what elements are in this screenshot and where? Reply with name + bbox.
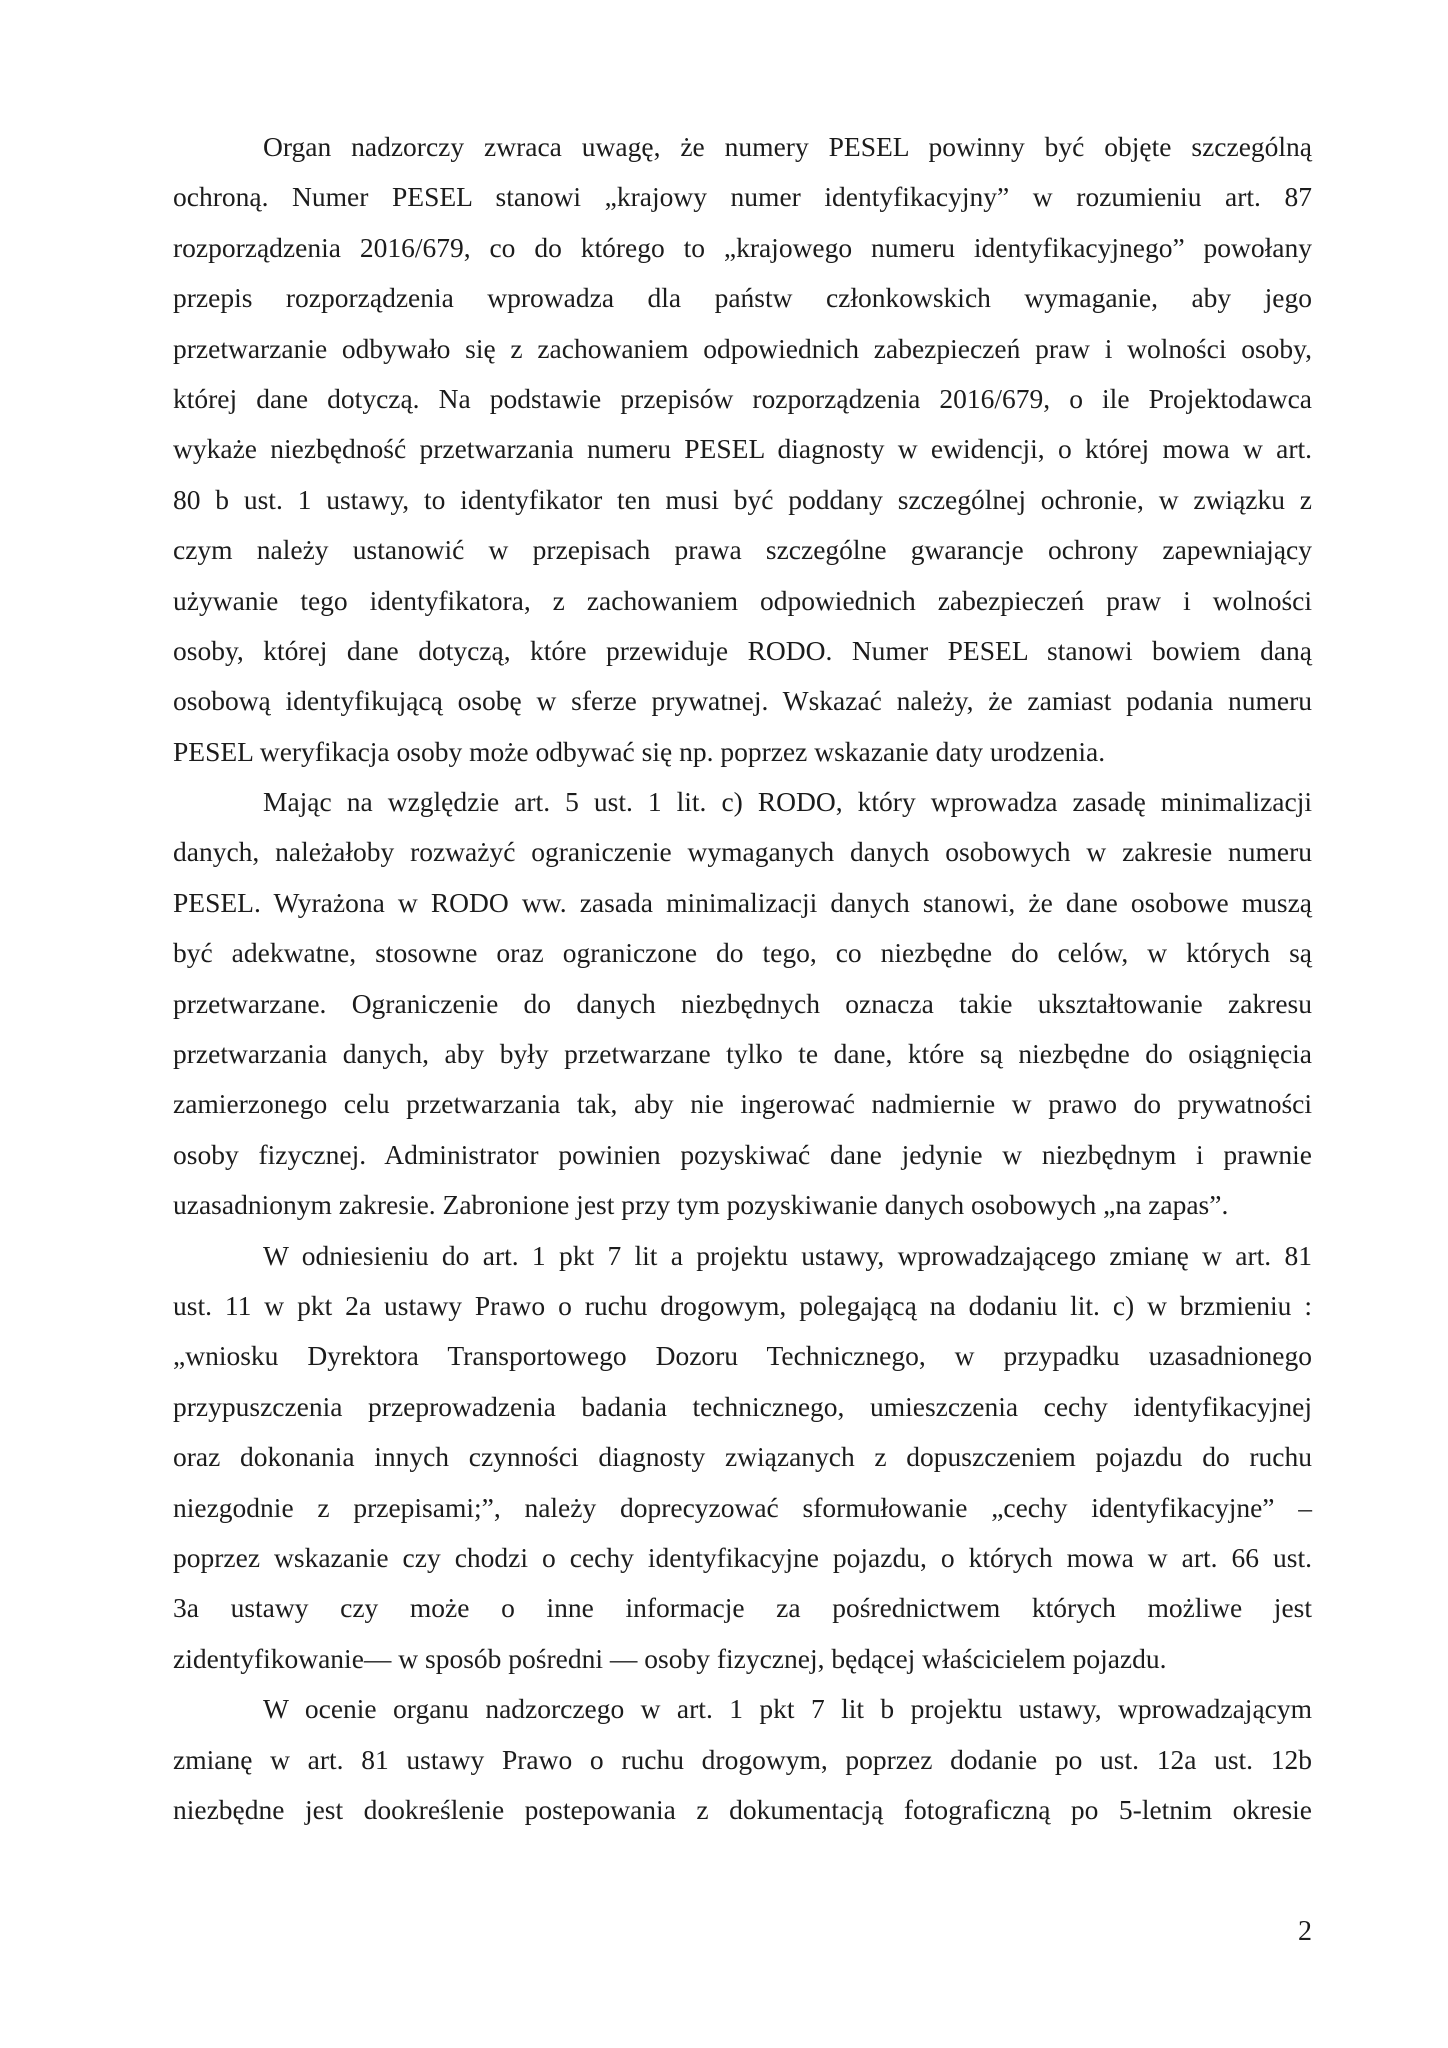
text-line: zidentyfikowanie— w sposób pośredni — osoby fizycznej, będącej właścicielem pojazdu. bbox=[173, 1642, 1167, 1674]
text-line: 3a ustawy czy może o inne informacje za pośrednictwem których możliwe jest bbox=[173, 1592, 1312, 1624]
text-line: W odniesieniu do art. 1 pkt 7 lit a projektu ustawy, wprowadzającego zmianę w art. 81 bbox=[263, 1239, 1312, 1271]
text-line: PESEL. Wyrażona w RODO ww. zasada minimalizacji danych stanowi, że dane osobowe muszą bbox=[173, 886, 1312, 918]
text-line: oraz dokonania innych czynności diagnosty związanych z dopuszczeniem pojazdu do ruchu bbox=[173, 1441, 1312, 1473]
text-line: zmianę w art. 81 ustawy Prawo o ruchu drogowym, poprzez dodanie po ust. 12a ust. 12b bbox=[173, 1743, 1312, 1775]
text-line: przetwarzanie odbywało się z zachowaniem odpowiednich zabezpieczeń praw i wolności osoby, bbox=[173, 332, 1312, 364]
text-line: niezgodnie z przepisami;”, należy doprecyzować sformułowanie „cechy identyfikacyjne” – bbox=[173, 1491, 1312, 1523]
text-line: osoby fizycznej. Administrator powinien pozyskiwać dane jedynie w niezbędnym i prawnie bbox=[173, 1138, 1312, 1170]
text-line: używanie tego identyfikatora, z zachowaniem odpowiednich zabezpieczeń praw i wolności bbox=[173, 584, 1312, 616]
text-line: uzasadnionym zakresie. Zabronione jest przy tym pozyskiwanie danych osobowych „na zapas”. bbox=[173, 1189, 1229, 1221]
text-line: przypuszczenia przeprowadzenia badania technicznego, umieszczenia cechy identyfikacyjnej bbox=[173, 1390, 1312, 1422]
text-line: PESEL weryfikacja osoby może odbywać się np. poprzez wskazanie daty urodzenia. bbox=[173, 735, 1106, 767]
text-line: której dane dotyczą. Na podstawie przepisów rozporządzenia 2016/679, o ile Projektodawca bbox=[173, 382, 1312, 414]
text-line: W ocenie organu nadzorczego w art. 1 pkt 7 lit b projektu ustawy, wprowadzającym bbox=[263, 1693, 1312, 1725]
body-text bbox=[173, 122, 1312, 1835]
page-number: 2 bbox=[1298, 1916, 1312, 1947]
text-line: przetwarzane. Ograniczenie do danych niezbędnych oznacza takie ukształtowanie zakresu bbox=[173, 987, 1312, 1019]
text-line: niezbędne jest dookreślenie postepowania z dokumentacją fotograficzną po 5-letnim okresie bbox=[173, 1793, 1312, 1825]
text-line: czym należy ustanowić w przepisach prawa szczególne gwarancje ochrony zapewniający bbox=[173, 534, 1312, 566]
text-line: być adekwatne, stosowne oraz ograniczone do tego, co niezbędne do celów, w których są bbox=[173, 937, 1312, 969]
text-line: 80 b ust. 1 ustawy, to identyfikator ten musi być poddany szczególnej ochronie, w związku z bbox=[173, 483, 1312, 515]
text-line: danych, należałoby rozważyć ograniczenie wymaganych danych osobowych w zakresie numeru bbox=[173, 836, 1312, 868]
text-line: Organ nadzorczy zwraca uwagę, że numery PESEL powinny być objęte szczególną bbox=[263, 131, 1312, 162]
paragraph bbox=[173, 122, 1312, 777]
text-line: Mając na względzie art. 5 ust. 1 lit. c) RODO, który wprowadza zasadę minimalizacji bbox=[263, 786, 1312, 818]
text-line: zamierzonego celu przetwarzania tak, aby nie ingerować nadmiernie w prawo do prywatności bbox=[173, 1088, 1312, 1120]
paragraph bbox=[173, 777, 1312, 1231]
text-line: wykaże niezbędność przetwarzania numeru PESEL diagnosty w ewidencji, o której mowa w art. bbox=[173, 433, 1312, 465]
text-line: przetwarzania danych, aby były przetwarzane tylko te dane, które są niezbędne do osiągnięcia bbox=[173, 1038, 1312, 1070]
text-line: „wniosku Dyrektora Transportowego Dozoru Technicznego, w przypadku uzasadnionego bbox=[173, 1340, 1312, 1372]
text-line: ust. 11 w pkt 2a ustawy Prawo o ruchu drogowym, polegającą na dodaniu lit. c) w brzmieniu : bbox=[173, 1289, 1312, 1321]
text-line: poprzez wskazanie czy chodzi o cechy identyfikacyjne pojazdu, o których mowa w art. 66 ust. bbox=[173, 1541, 1312, 1573]
text-line: rozporządzenia 2016/679, co do którego to „krajowego numeru identyfikacyjnego” powołany bbox=[173, 231, 1312, 263]
text-line: ochroną. Numer PESEL stanowi „krajowy numer identyfikacyjny” w rozumieniu art. 87 bbox=[173, 181, 1312, 213]
text-line: osoby, której dane dotyczą, które przewiduje RODO. Numer PESEL stanowi bowiem daną bbox=[173, 634, 1312, 666]
text-line: osobową identyfikującą osobę w sferze prywatnej. Wskazać należy, że zamiast podania numeru bbox=[173, 685, 1312, 717]
paragraph bbox=[173, 1684, 1312, 1835]
text-line: przepis rozporządzenia wprowadza dla państw członkowskich wymaganie, aby jego bbox=[173, 282, 1312, 314]
paragraph bbox=[173, 1231, 1312, 1685]
